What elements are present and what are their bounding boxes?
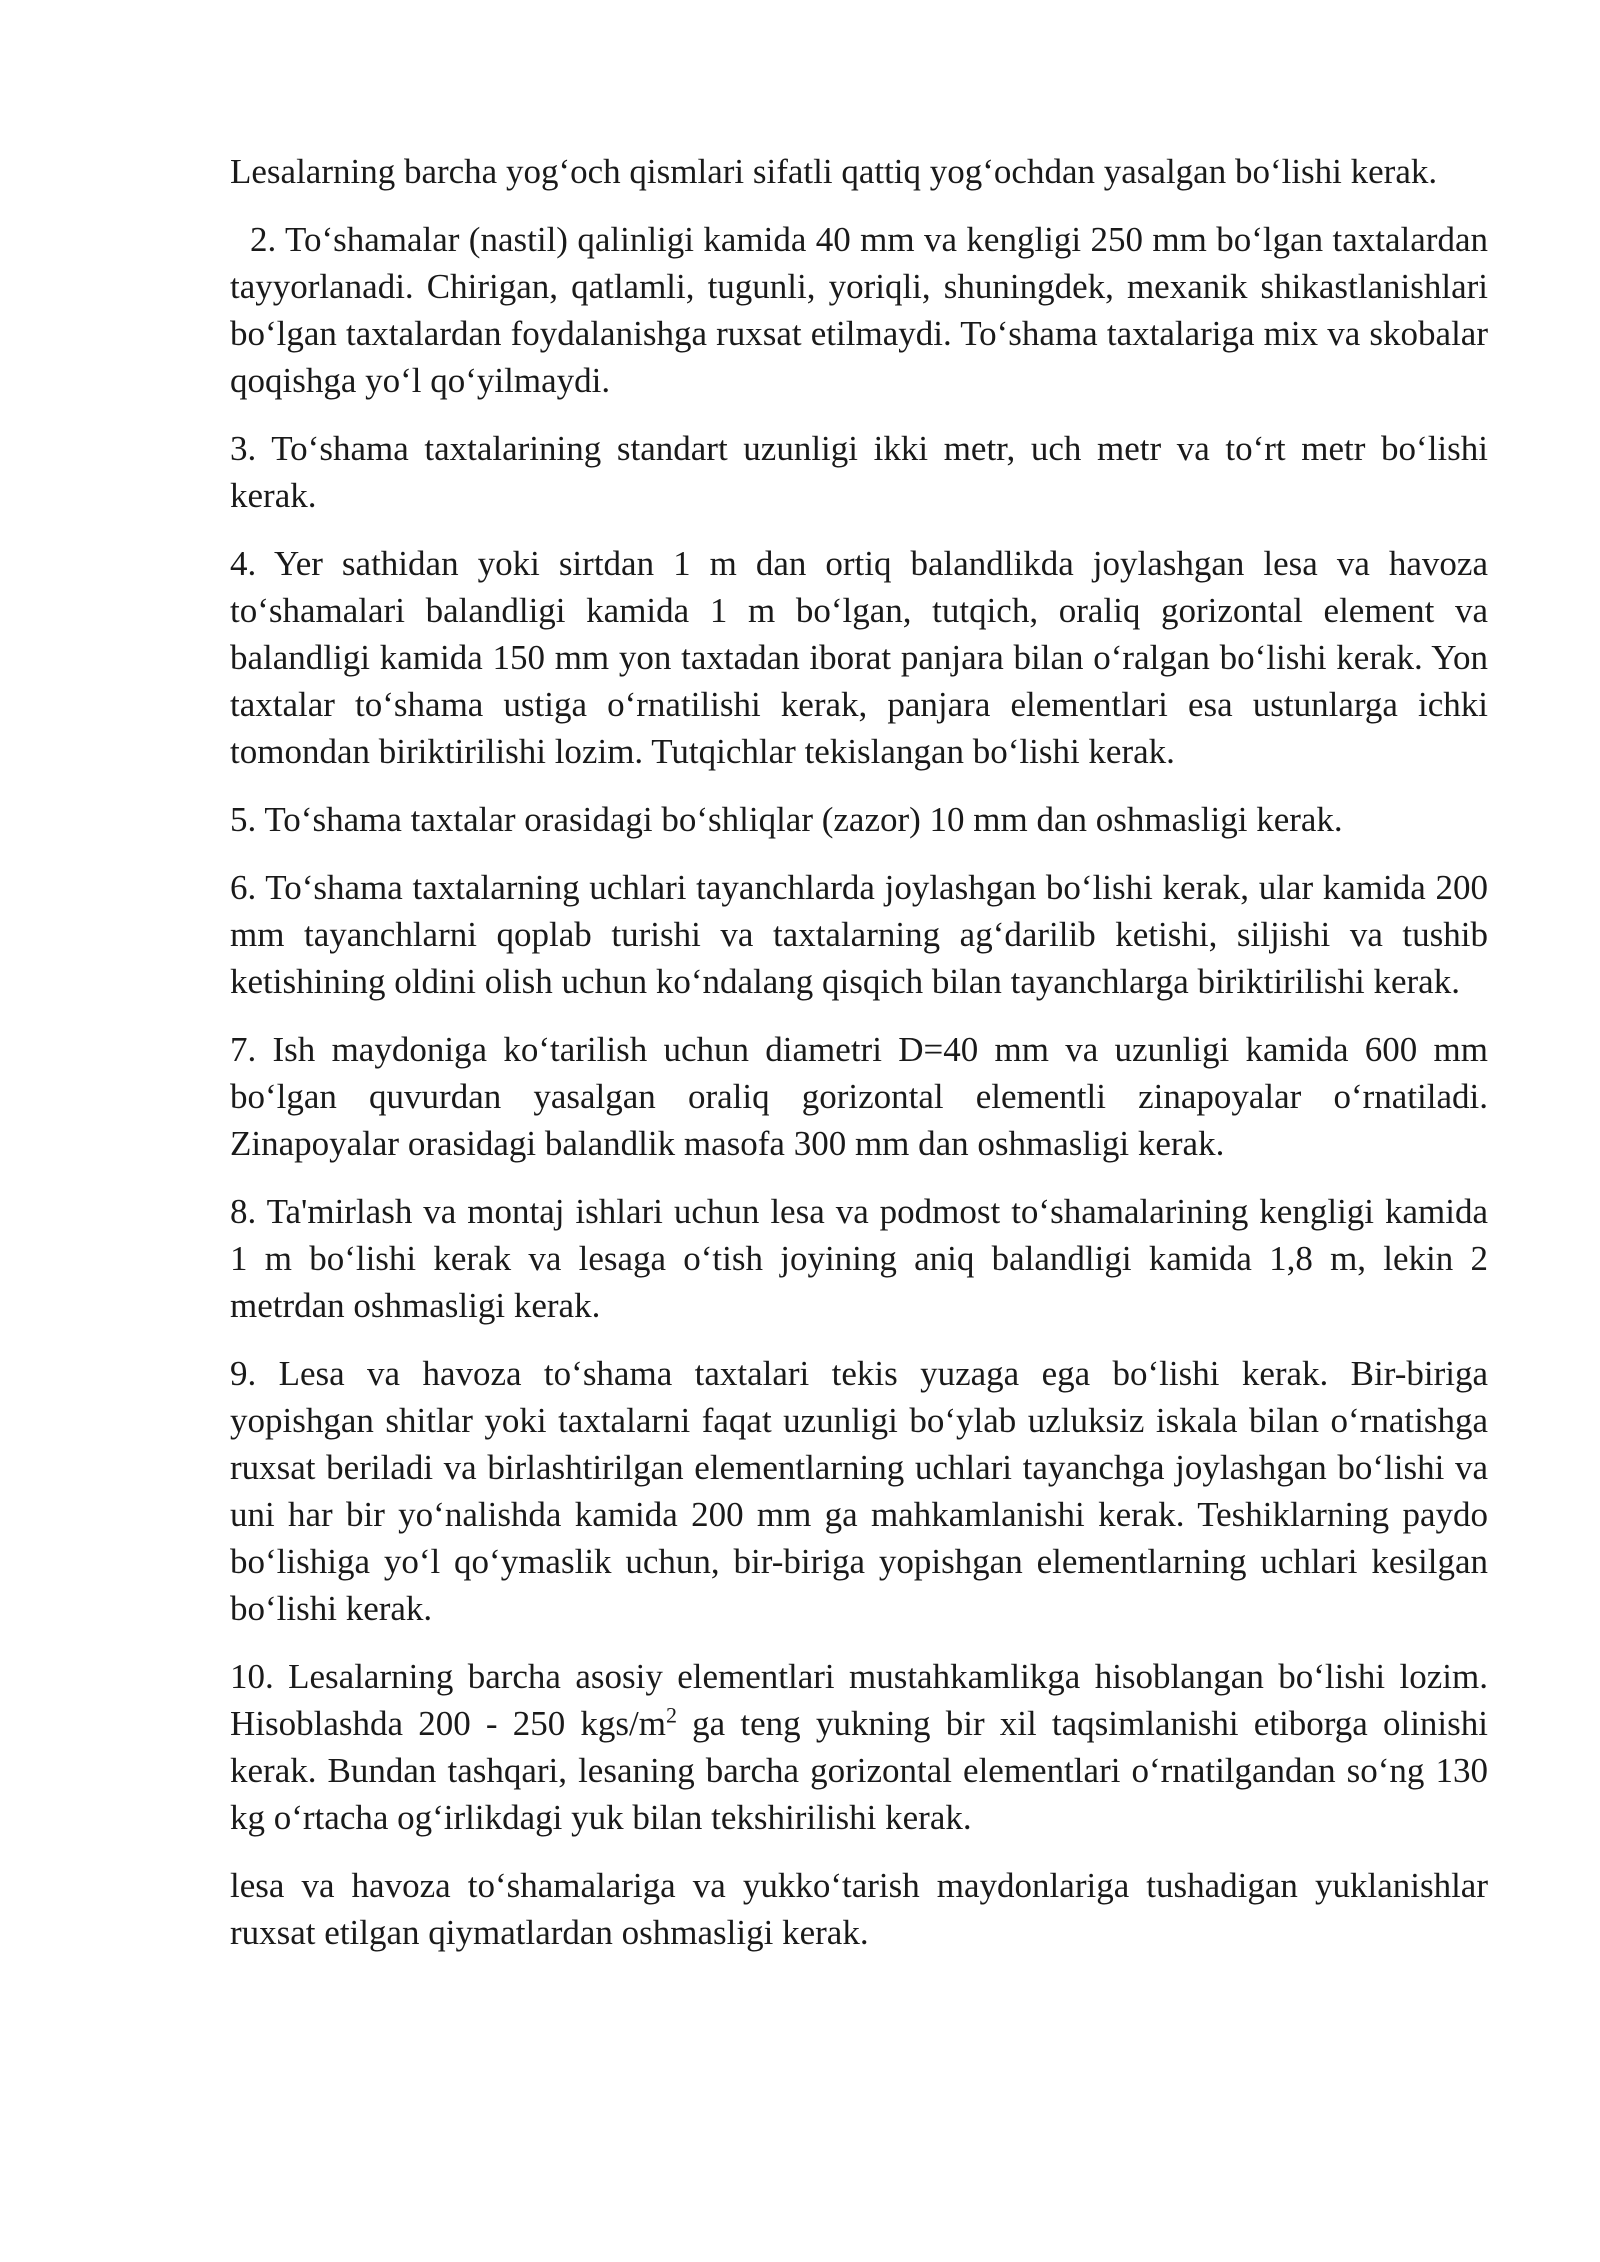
paragraph-item-3: 3. To‘shama taxtalarining standart uzunligi ikki metr, uch metr va to‘rt metr bo‘lishi kerak. (230, 429, 1488, 515)
paragraph-item-10-text-a: 10. Lesalarning barcha asosiy elementlari mustahkamlikga hisoblangan bo‘lishi lozim. Hisoblashda 200 - 250 kgs/m (230, 1657, 1488, 1743)
document-body (230, 148, 1488, 1977)
paragraph-item-6: 6. To‘shama taxtalarning uchlari tayanchlarda joylashgan bo‘lishi kerak, ular kamida 200 mm tayanchlarni qoplab turishi va taxtalarning ag‘darilib ketishi, siljishi va tushib ketishining oldini olish uchun ko‘ndalang qisqich bilan tayanchlarga biriktirilishi kerak. (230, 868, 1488, 1001)
paragraph-item-7: 7. Ish maydoniga ko‘tarilish uchun diametri D=40 mm va uzunligi kamida 600 mm bo‘lgan quvurdan yasalgan oraliq gorizontal elementli zinapoyalar o‘rnatiladi. Zinapoyalar orasidagi balandlik masofa 300 mm dan oshmasligi kerak. (230, 1030, 1488, 1163)
paragraph-item-2: 2. To‘shamalar (nastil) qalinligi kamida 40 mm va kengligi 250 mm bo‘lgan taxtalardan tayyorlanadi. Chirigan, qatlamli, tugunli, yoriqli, shuningdek, mexanik shikastlanishlari bo‘lgan taxtalardan foydalanishga ruxsat etilmaydi. To‘shama taxtalariga mix va skobalar qoqishga yo‘l qo‘yilmaydi. (230, 220, 1488, 400)
superscript-exponent: 2 (665, 1702, 677, 1728)
paragraph-item-9: 9. Lesa va havoza to‘shama taxtalari tekis yuzaga ega bo‘lishi kerak. Bir-biriga yopishgan shitlar yoki taxtalarni faqat uzunligi bo‘ylab uzluksiz iskala bilan o‘rnatishga ruxsat beriladi va birlashtirilgan elementlarning uchlari tayanchga joylashgan bo‘lishi va uni har bir yo‘nalishda kamida 200 mm ga mahkamlanishi kerak. Teshiklarning paydo bo‘lishiga yo‘l qo‘ymaslik uchun, bir-biriga yopishgan elementlarning uchlari kesilgan bo‘lishi kerak. (230, 1354, 1488, 1628)
paragraph-item-10 (230, 1653, 1488, 1841)
paragraph-intro: Lesalarning barcha yog‘och qismlari sifatli qattiq yog‘ochdan yasalgan bo‘lishi kerak. (230, 152, 1438, 191)
paragraph-item-8: 8. Ta'mirlash va montaj ishlari uchun lesa va podmost to‘shamalarining kengligi kamida 1 m bo‘lishi kerak va lesaga o‘tish joyining aniq balandligi kamida 1,8 m, lekin 2 metrdan oshmasligi kerak. (230, 1192, 1488, 1325)
paragraph-item-10-text-b: ga teng yukning bir xil taqsimlanishi etiborga olinishi kerak. Bundan tashqari, lesaning barcha gorizontal elementlari o‘rnatilgandan so‘ng 130 kg o‘rtacha og‘irlikdagi yuk bilan tekshirilishi kerak. (230, 1704, 1488, 1837)
paragraph-final: lesa va havoza to‘shamalariga va yukko‘tarish maydonlariga tushadigan yuklanishlar ruxsat etilgan qiymatlardan oshmasligi kerak. (230, 1866, 1488, 1952)
paragraph-item-5: 5. To‘shama taxtalar orasidagi bo‘shliqlar (zazor) 10 mm dan oshmasligi kerak. (230, 800, 1343, 839)
paragraph-item-4: 4. Yer sathidan yoki sirtdan 1 m dan ortiq balandlikda joylashgan lesa va havoza to‘shamalari balandligi kamida 1 m bo‘lgan, tutqich, oraliq gorizontal element va balandligi kamida 150 mm yon taxtadan iborat panjara bilan o‘ralgan bo‘lishi kerak. Yon taxtalar to‘shama ustiga o‘rnatilishi kerak, panjara elementlari esa ustunlarga ichki tomondan biriktirilishi lozim. Tutqichlar tekislangan bo‘lishi kerak. (230, 544, 1488, 771)
